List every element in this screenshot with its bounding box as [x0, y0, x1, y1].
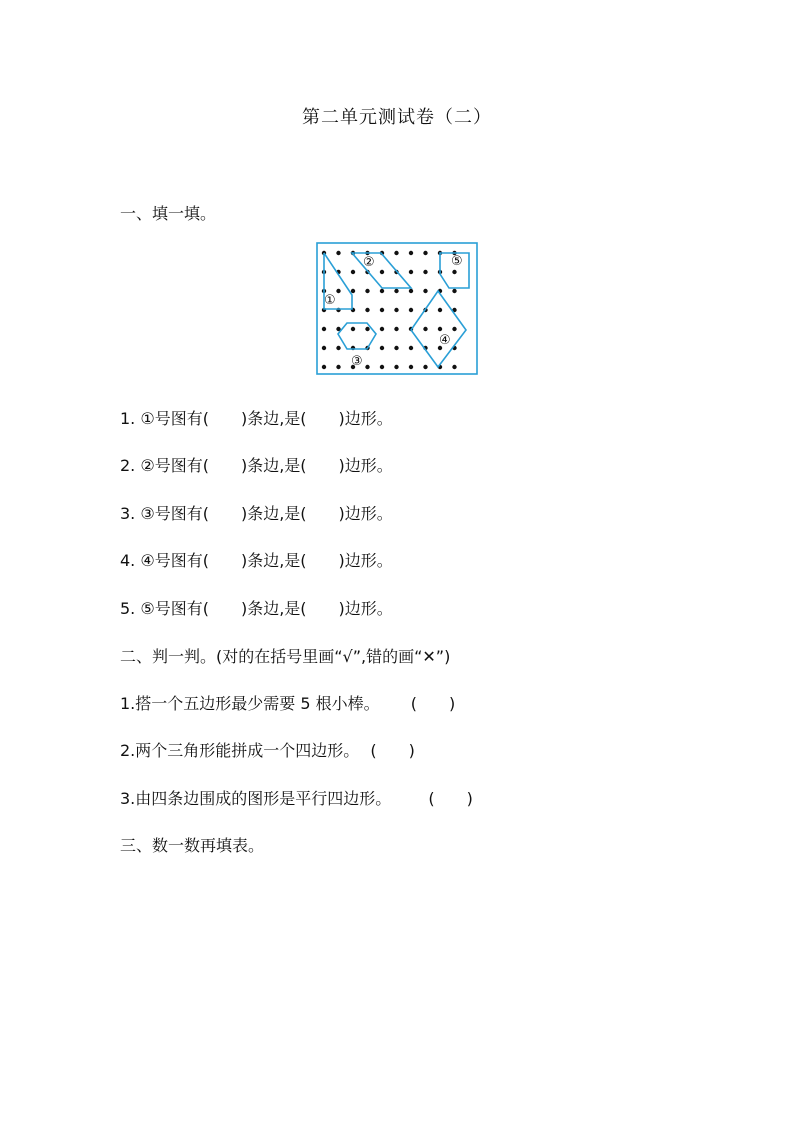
grid-dot — [438, 327, 442, 331]
grid-dot — [380, 346, 384, 350]
grid-dot — [336, 251, 340, 255]
question-text: ②号图有( )条边,是( )边形。 — [140, 456, 393, 475]
answer-blank: ( ) — [370, 741, 415, 760]
grid-dot — [365, 308, 369, 312]
grid-dot — [365, 327, 369, 331]
shape-3-outline — [338, 323, 376, 349]
section1-heading: 一、填一填。 — [120, 204, 217, 223]
section3-heading: 三、数一数再填表。 — [120, 836, 265, 855]
answer-blank: ( ) — [428, 789, 473, 808]
figure-label-2: ② — [363, 255, 375, 270]
fill-question-4 — [120, 548, 393, 571]
judge-text: 1.搭一个五边形最少需要 5 根小棒。 — [120, 694, 380, 713]
grid-dot — [322, 346, 326, 350]
fill-question-5 — [120, 596, 393, 619]
grid-dot — [394, 327, 398, 331]
figure-label-3: ③ — [351, 354, 363, 369]
question-text: ④号图有( )条边,是( )边形。 — [140, 551, 393, 570]
grid-dot — [394, 289, 398, 293]
grid-dot — [452, 289, 456, 293]
grid-dots — [322, 251, 457, 369]
grid-dot — [423, 327, 427, 331]
question-number: 4. — [120, 551, 136, 570]
question-number: 3. — [120, 504, 136, 523]
question-text: ⑤号图有( )条边,是( )边形。 — [140, 599, 393, 618]
fill-question-3 — [120, 501, 393, 524]
grid-dot — [336, 289, 340, 293]
question-number: 5. — [120, 599, 136, 618]
judge-item-1 — [120, 691, 455, 714]
grid-dot — [380, 365, 384, 369]
question-number: 2. — [120, 456, 136, 475]
answer-blank: ( ) — [410, 694, 456, 713]
grid-dot — [336, 346, 340, 350]
question-text: ③号图有( )条边,是( )边形。 — [140, 504, 393, 523]
grid-dot — [452, 327, 456, 331]
grid-dot — [409, 365, 413, 369]
grid-dot — [452, 270, 456, 274]
question-number: 1. — [120, 409, 136, 428]
grid-dot — [365, 289, 369, 293]
grid-dot — [423, 289, 427, 293]
grid-dot — [365, 365, 369, 369]
judge-text: 2.两个三角形能拼成一个四边形。 — [120, 741, 360, 760]
grid-dot — [380, 270, 384, 274]
grid-dot — [351, 289, 355, 293]
grid-dot — [409, 308, 413, 312]
grid-dot — [423, 270, 427, 274]
question-text: ①号图有( )条边,是( )边形。 — [140, 409, 393, 428]
grid-dot — [336, 365, 340, 369]
grid-dot — [394, 346, 398, 350]
grid-dot — [394, 308, 398, 312]
figure-label-5: ⑤ — [451, 254, 463, 269]
fill-question-2 — [120, 453, 393, 476]
judge-item-2 — [120, 738, 415, 761]
grid-dot — [380, 289, 384, 293]
fill-question-1 — [120, 406, 393, 429]
grid-dot — [322, 365, 326, 369]
grid-dot — [409, 251, 413, 255]
dot-grid-figure — [316, 242, 478, 375]
figure-label-4: ④ — [439, 333, 451, 348]
grid-dot — [409, 289, 413, 293]
grid-dot — [394, 365, 398, 369]
grid-dot — [409, 346, 413, 350]
figure-label-1: ① — [324, 293, 336, 308]
grid-dot — [351, 327, 355, 331]
grid-dot — [438, 308, 442, 312]
section2-heading: 二、判一判。(对的在括号里画“√”,错的画“✕”) — [120, 647, 451, 666]
grid-dot — [452, 365, 456, 369]
grid-dot — [351, 270, 355, 274]
grid-dot — [380, 327, 384, 331]
grid-dot — [380, 308, 384, 312]
judge-text: 3.由四条边围成的图形是平行四边形。 — [120, 789, 392, 808]
grid-dot — [322, 327, 326, 331]
judge-item-3 — [120, 786, 473, 809]
grid-dot — [423, 251, 427, 255]
grid-dot — [394, 251, 398, 255]
page-title: 第二单元测试卷（二） — [302, 107, 492, 128]
grid-dot — [409, 270, 413, 274]
grid-dot — [423, 365, 427, 369]
